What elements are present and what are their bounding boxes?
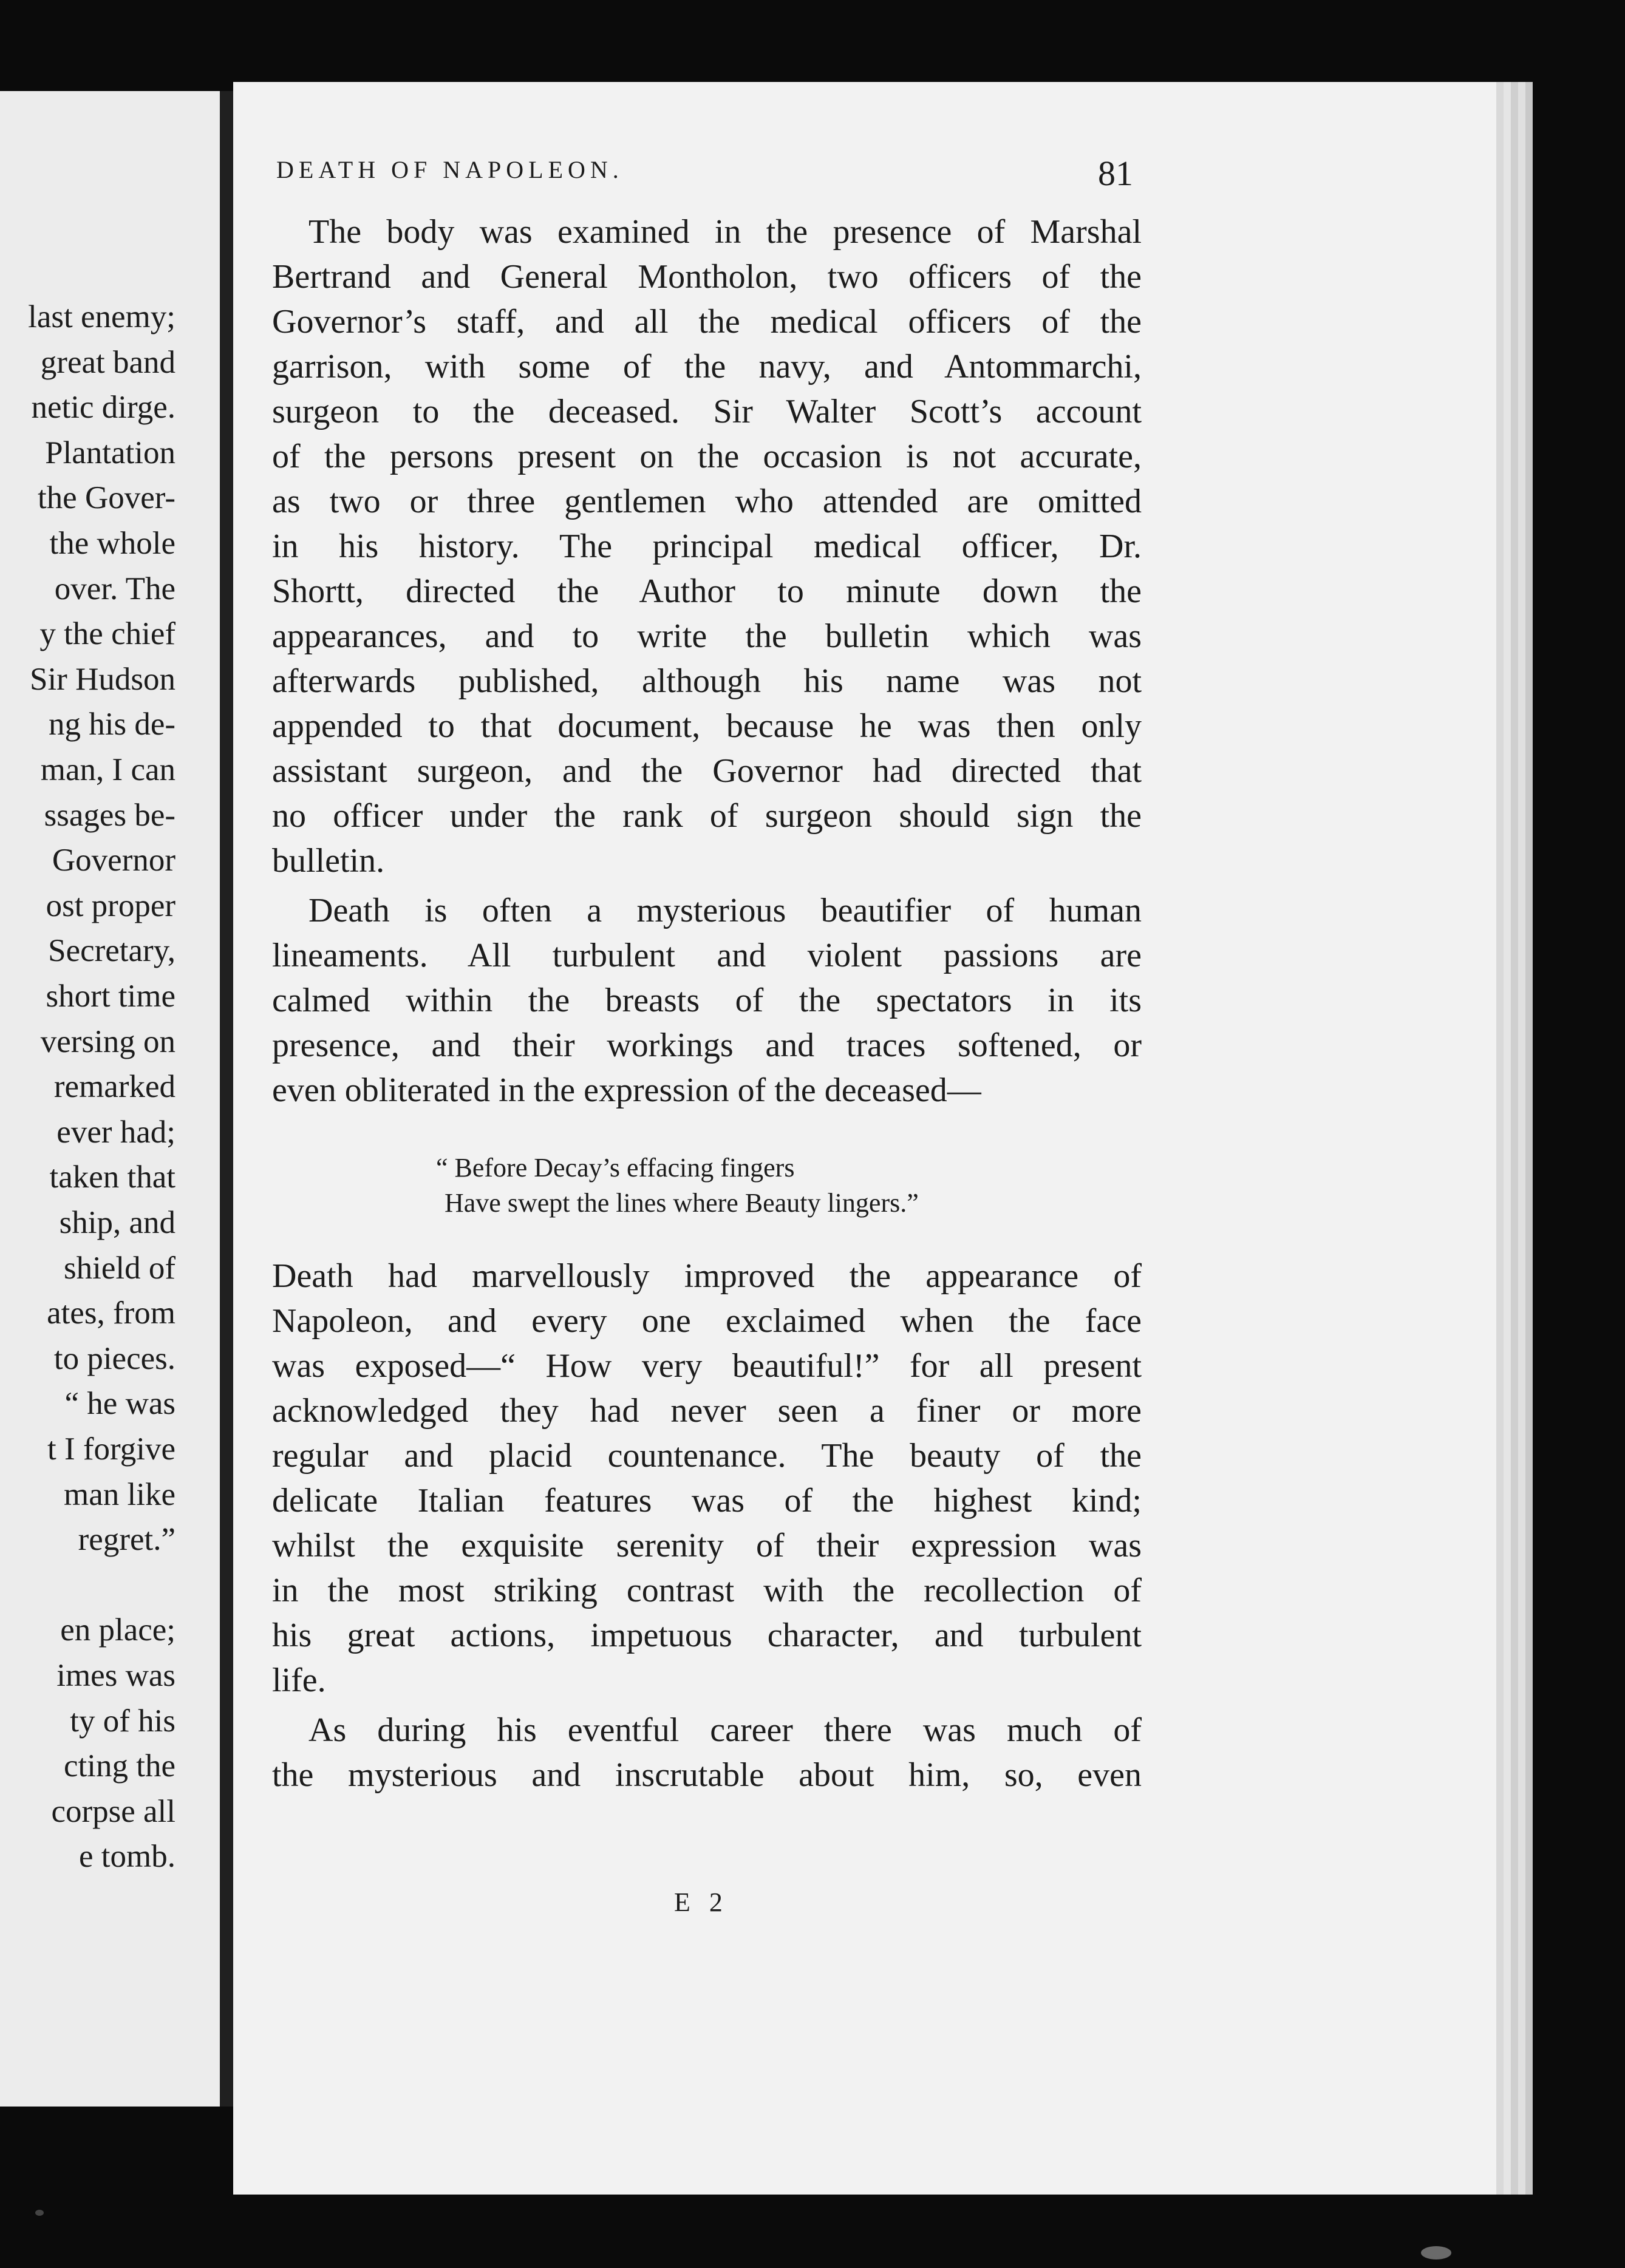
- text-line: bulletin.: [272, 842, 385, 880]
- left-page-line: y the chief: [39, 616, 175, 652]
- text-line: garrison, with some of the navy, and Antommarchi,: [272, 348, 1142, 385]
- left-page-line: en place;: [60, 1612, 175, 1648]
- paragraph-1: [272, 209, 1142, 883]
- left-page-line: Secretary,: [48, 933, 175, 969]
- text-line: of the persons present on the occasion is not accurate,: [272, 438, 1142, 475]
- left-page-line: ates, from: [47, 1295, 175, 1331]
- left-page-line: Governor: [52, 843, 175, 878]
- scan-speck: [1421, 2246, 1451, 2260]
- left-page-line: versing on: [40, 1024, 175, 1059]
- text-line: appended to that document, because he was then only: [272, 707, 1142, 745]
- paragraph-3: [272, 1254, 1142, 1703]
- left-page-line: man, I can: [40, 752, 175, 787]
- left-page-line: short time: [46, 979, 175, 1014]
- text-line: in the most striking contrast with the recollection of: [272, 1572, 1142, 1609]
- text-line: was exposed—“ How very beautiful!” for all present: [272, 1347, 1142, 1385]
- left-page-line: netic dirge.: [31, 390, 175, 426]
- text-line: calmed within the breasts of the spectators in its: [272, 982, 1142, 1019]
- left-page-line: e tomb.: [79, 1839, 175, 1875]
- verse-quote: [436, 1150, 1142, 1221]
- text-line: appearances, and to write the bulletin which was: [272, 617, 1142, 655]
- left-page-line: man like: [64, 1476, 175, 1512]
- scan-speck: [35, 2210, 44, 2216]
- text-line: life.: [272, 1662, 326, 1699]
- left-page-line: ost proper: [46, 888, 175, 923]
- text-line: acknowledged they had never seen a finer or more: [272, 1392, 1142, 1430]
- text-line: assistant surgeon, and the Governor had directed that: [272, 752, 1142, 790]
- text-line: Death is often a mysterious beautifier of human: [308, 892, 1142, 929]
- text-line: even obliterated in the expression of the deceased—: [272, 1071, 981, 1109]
- signature-mark: E 2: [674, 1887, 729, 1917]
- text-line: Governor’s staff, and all the medical officers of the: [272, 303, 1142, 341]
- left-page-line: taken that: [49, 1159, 175, 1195]
- left-page-line: “ he was: [64, 1386, 175, 1422]
- text-line: no officer under the rank of surgeon should sign the: [272, 797, 1142, 835]
- text-line: surgeon to the deceased. Sir Walter Scott’s account: [272, 393, 1142, 430]
- text-line: his great actions, impetuous character, and turbulent: [272, 1617, 1142, 1654]
- left-page-line: ty of his: [70, 1703, 175, 1739]
- left-page-line: Plantation: [45, 435, 175, 470]
- left-page-line: imes was: [56, 1658, 175, 1693]
- page-number: 81: [1098, 154, 1133, 193]
- left-page-line: remarked: [53, 1069, 175, 1105]
- quote-line-2: Have swept the lines where Beauty lingers.”: [445, 1188, 919, 1218]
- left-page-line: the Gover-: [37, 480, 175, 516]
- text-line: Death had marvellously improved the appearance of: [272, 1257, 1142, 1295]
- body-text: [272, 209, 1142, 1802]
- left-page-line: ng his de-: [48, 707, 175, 742]
- left-page-line: ssages be-: [44, 797, 175, 833]
- text-line: Napoleon, and every one exclaimed when the face: [272, 1302, 1142, 1340]
- paragraph-2: [272, 888, 1142, 1113]
- left-page-line: t I forgive: [47, 1431, 175, 1467]
- running-head: DEATH OF NAPOLEON.: [276, 156, 624, 183]
- text-line: whilst the exquisite serenity of their expression was: [272, 1527, 1142, 1564]
- left-page-line: ever had;: [56, 1114, 175, 1150]
- text-line: Shortt, directed the Author to minute down the: [272, 572, 1142, 610]
- left-page-line: Sir Hudson: [29, 661, 175, 697]
- text-line: as two or three gentlemen who attended are omitted: [272, 483, 1142, 520]
- left-page-line: shield of: [64, 1250, 175, 1286]
- book-gutter: [220, 91, 233, 2107]
- quote-line-1: “ Before Decay’s effacing fingers: [436, 1153, 795, 1183]
- text-line: presence, and their workings and traces softened, or: [272, 1027, 1142, 1064]
- left-page-line: last enemy;: [28, 299, 175, 334]
- left-page-line: great band: [40, 344, 175, 380]
- paragraph-4: [272, 1708, 1142, 1798]
- left-page-line: ship, and: [59, 1205, 175, 1240]
- text-line: delicate Italian features was of the highest kind;: [272, 1482, 1142, 1519]
- text-line: The body was examined in the presence of Marshal: [308, 213, 1142, 251]
- text-line: lineaments. All turbulent and violent passions are: [272, 937, 1142, 974]
- text-line: Bertrand and General Montholon, two officers of the: [272, 258, 1142, 296]
- text-line: As during his eventful career there was much of: [308, 1711, 1142, 1749]
- left-page: [0, 91, 237, 2107]
- left-page-line: regret.”: [78, 1522, 175, 1558]
- left-page-line: over. The: [54, 571, 175, 606]
- left-page-line: cting the: [64, 1748, 175, 1784]
- text-line: in his history. The principal medical officer, Dr.: [272, 528, 1142, 565]
- text-line: regular and placid countenance. The beauty of the: [272, 1437, 1142, 1475]
- left-page-line: the whole: [49, 526, 175, 561]
- left-page-line: corpse all: [51, 1793, 175, 1829]
- text-line: afterwards published, although his name was not: [272, 662, 1142, 700]
- left-page-line: to pieces.: [53, 1340, 175, 1376]
- text-line: the mysterious and inscrutable about him, so, even: [272, 1756, 1142, 1794]
